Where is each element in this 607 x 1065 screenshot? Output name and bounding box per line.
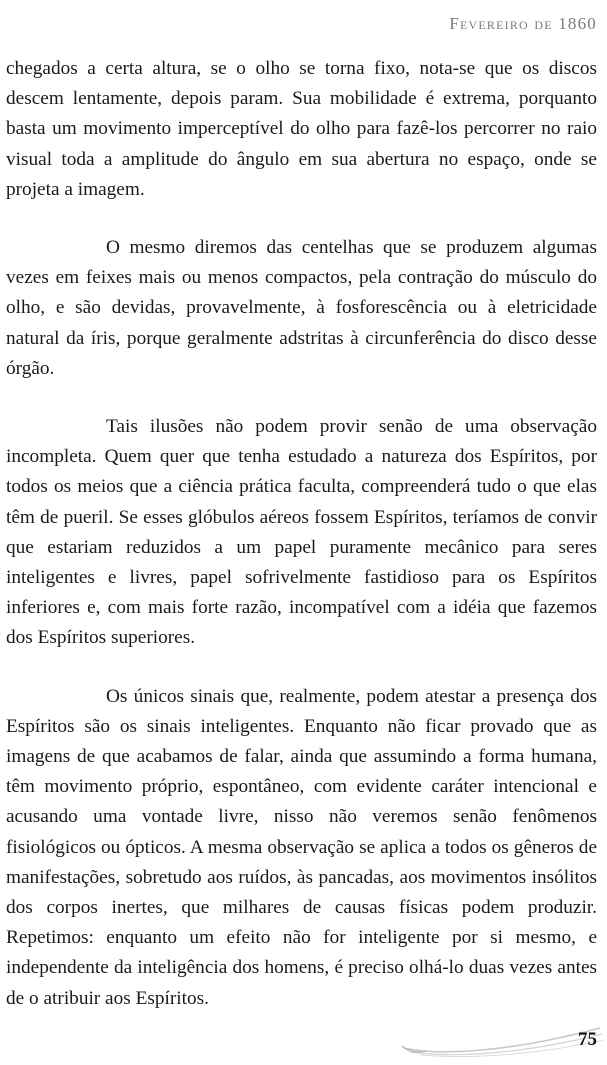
page-number: 75 (578, 1029, 597, 1050)
paragraph: O mesmo diremos das centelhas que se produzem algumas vezes em feixes mais ou menos compactos, pela contração do músculo do olho, e são devidas, provavelmente, à fosforescência ou à eletricidade natural da íris, porque geralmente adstritas à circunferência do disco desse órgão. (6, 237, 597, 379)
page-body (6, 54, 597, 1014)
page-footer (0, 1018, 607, 1065)
paragraph-continuation: chegados a certa altura, se o olho se torna fixo, nota-se que os discos descem lentamente, depois param. Sua mobilidade é extrema, porquanto basta um movimento imperceptível do olho para fazê-los percorrer no raio visual toda a amplitude do ângulo em sua abertura no espaço, onde se projeta a imagem. (6, 58, 597, 200)
paragraph: Os únicos sinais que, realmente, podem atestar a presença dos Espíritos são os sinais inteligentes. Enquanto não ficar provado que as imagens de que acabamos de falar, ainda que assumindo a forma humana, têm movimento próprio, espontâneo, com evidente caráter intencional e acusando uma vontade livre, nisso não veremos senão fenômenos fisiológicos ou ópticos. A mesma observação se aplica a todos os gêneros de manifestações, sobretudo aos ruídos, às pancadas, aos movimentos insólitos dos corpos inertes, que milhares de causas físicas podem produzir. Repetimos: enquanto um efeito não for inteligente por si mesmo, e independente da inteligência dos homens, é preciso olhá-lo duas vezes antes de o atribuir aos Espíritos. (6, 685, 597, 1009)
swoosh-ornament-icon (400, 1022, 605, 1062)
paragraph: Tais ilusões não podem provir senão de uma observação incompleta. Quem quer que tenha estudado a natureza dos Espíritos, por todos os meios que a ciência prática faculta, compreenderá tudo o que elas têm de pueril. Se esses glóbulos aéreos fossem Espíritos, teríamos de convir que estariam reduzidos a um papel puramente mecânico para seres inteligentes e livres, papel sofrivelmente fastidioso para os Espíritos inferiores e, com mais forte razão, incompatível com a idéia que fazemos dos Espíritos superiores. (6, 416, 597, 649)
running-header: Fevereiro de 1860 (449, 14, 597, 33)
